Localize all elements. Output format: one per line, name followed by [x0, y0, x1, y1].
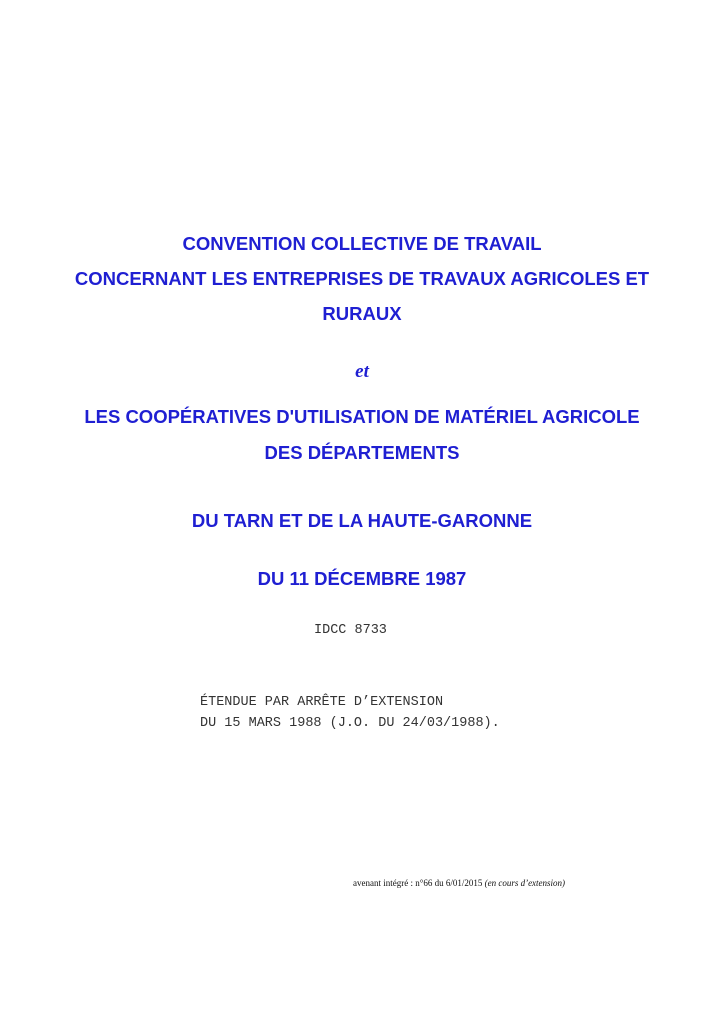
title-line-1: CONVENTION COLLECTIVE DE TRAVAIL: [182, 233, 542, 254]
amendment-text: avenant intégré : n°66 du 6/01/2015: [353, 878, 483, 888]
amendment-status: (en cours d’extension): [484, 878, 566, 888]
amendment-footnote: [353, 877, 565, 889]
subtitle-line-1: LES COOPÉRATIVES D'UTILISATION DE MATÉRIEL AGRICOLE: [84, 406, 640, 427]
subtitle-line-2: DES DÉPARTEMENTS: [264, 442, 460, 463]
conjunction-et: et: [355, 361, 369, 382]
date-heading: DU 11 DÉCEMBRE 1987: [257, 568, 467, 589]
title-line-2: CONCERNANT LES ENTREPRISES DE TRAVAUX AGRICOLES ET: [74, 268, 650, 289]
extension-line-1: ÉTENDUE PAR ARRÊTE D’EXTENSION: [200, 695, 444, 710]
title-line-3: RURAUX: [322, 303, 402, 324]
idcc-number: IDCC 8733: [314, 623, 387, 638]
extension-line-2: DU 15 MARS 1988 (J.O. DU 24/03/1988).: [200, 716, 500, 731]
region-heading: DU TARN ET DE LA HAUTE-GARONNE: [191, 510, 533, 531]
